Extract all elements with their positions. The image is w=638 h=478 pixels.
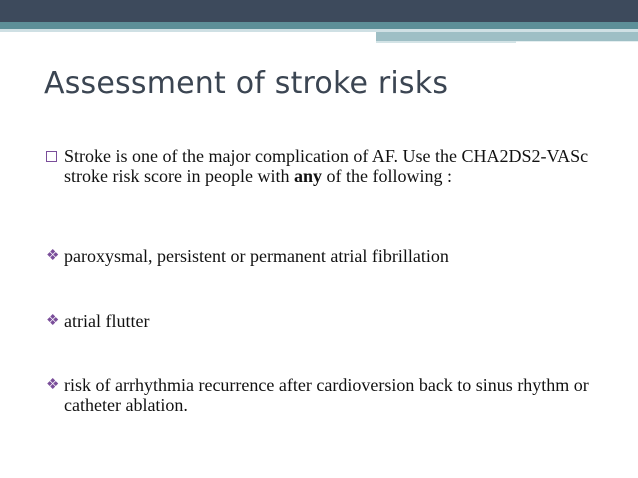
diamond-cluster-bullet-icon: ❖ <box>46 313 60 329</box>
list-item <box>46 311 606 331</box>
header-band-line-faint <box>516 41 638 42</box>
header-band-dark <box>0 0 638 22</box>
intro-bullet <box>46 146 606 186</box>
list-item-text: risk of arrhythmia recurrence after cardioversion back to sinus rhythm or catheter ablation. <box>64 375 589 415</box>
list-item <box>46 246 606 266</box>
header-band-accent <box>376 32 638 41</box>
list-item-text: atrial flutter <box>64 311 150 331</box>
intro-text <box>46 146 606 186</box>
square-bullet-icon <box>46 146 64 166</box>
list-item <box>46 375 606 415</box>
intro-emphasis: any <box>293 166 322 186</box>
slide-title: Assessment of stroke risks <box>44 66 449 101</box>
intro-text-part2: of the following : <box>321 166 452 186</box>
diamond-cluster-bullet-icon: ❖ <box>46 248 60 264</box>
header-band-teal <box>0 22 638 29</box>
diamond-cluster-bullet-icon: ❖ <box>46 377 60 393</box>
header-band-line <box>376 41 516 43</box>
list-item-text: paroxysmal, persistent or permanent atrial fibrillation <box>64 246 449 266</box>
intro-text-part1: Stroke is one of the major complication of AF. Use the CHA2DS2-VASc stroke risk score in people with <box>64 146 589 186</box>
